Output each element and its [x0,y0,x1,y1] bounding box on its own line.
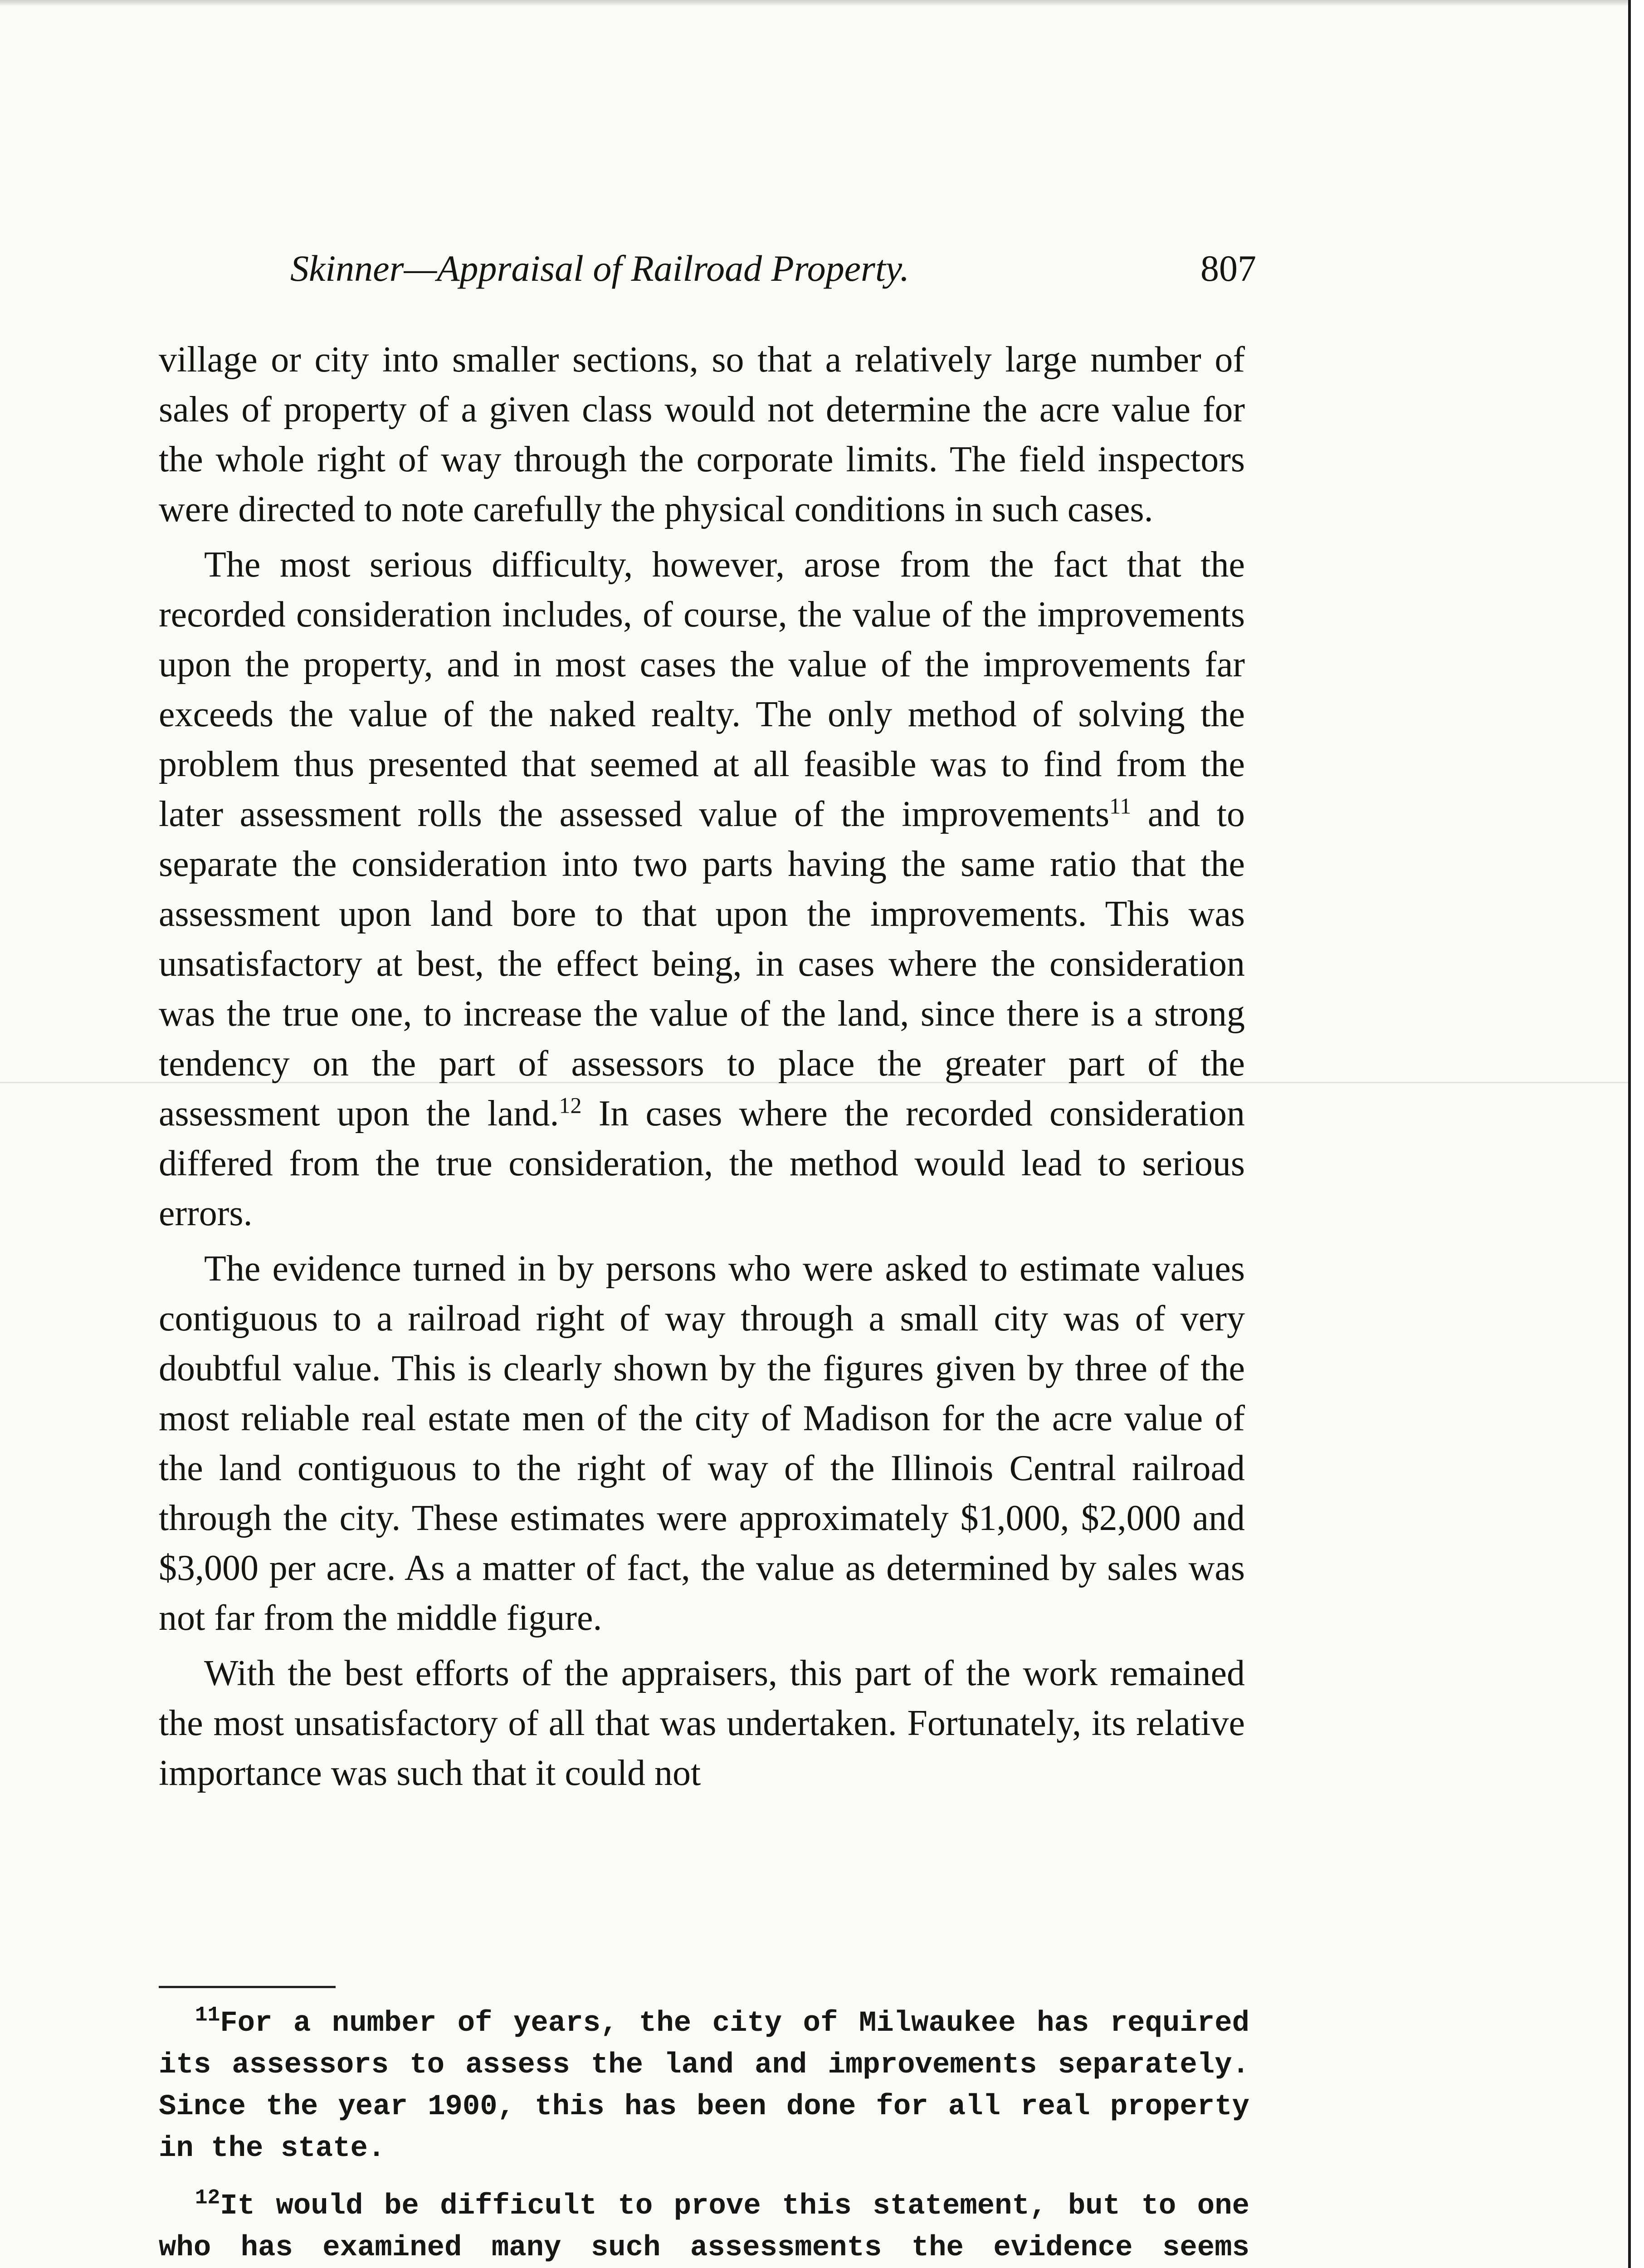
paragraph-2-part-1: The most serious difficulty, however, arose from the fact that the recorded consideration includes, of course, the value of the improvements upon the property, and in most cases the value of the improvements far exceeds the value of the naked realty. The only method of solving the problem thus presented that seemed at all feasible was to find from the later assessment rolls the assessed value of the improvements [159,545,1245,834]
footnote-number: 12 [195,2186,220,2210]
footnote-text: For a number of years, the city of Milwaukee has required its assessors to assess the land and improvements separately. Since the year 1900, this has been done for all real property in the state. [159,2007,1249,2165]
footnote-12 [159,2185,1249,2268]
body-text [159,335,1245,1804]
footnotes [159,2003,1249,2268]
paragraph-2-part-2: and to separate the consideration into two parts having the same ratio that the assessment upon land bore to that upon the improvements. This was unsatisfactory at best, the effect being, in cases where the consideration was the true one, to increase the value of the land, since there is a strong tendency on the part of assessors to place the greater part of the assessment upon the land. [159,794,1245,1134]
paragraph-1: village or city into smaller sections, so that a relatively large number of sales of property of a given class would not determine the acre value for the whole right of way through the corporate limits. The field inspectors were directed to note carefully the physical conditions in such cases. [159,340,1245,529]
footnote-number: 11 [195,2003,220,2027]
footnote-divider [159,1986,336,1988]
footnote-ref-12[interactable]: 12 [559,1092,582,1118]
footnote-ref-11[interactable]: 11 [1109,793,1132,819]
page-top-edge [0,0,1628,6]
page-number: 807 [1200,248,1256,289]
footnote-11 [159,2003,1249,2170]
running-head-title: Skinner—Appraisal of Railroad Property. [290,248,910,289]
paragraph-4: With the best efforts of the appraisers, this part of the work remained the most unsatisfactory of all that was undertaken. Fortunately, its relative importance was such that it could not [159,1653,1245,1793]
paragraph-3: The evidence turned in by persons who were asked to estimate values contiguous to a railroad right of way through a small city was of very doubtful value. This is clearly shown by the figures given by three of the most reliable real estate men of the city of Madison for the acre value of the land contiguous to the right of way of the Illinois Central railroad through the city. These estimates were approximately $1,000, $2,000 and $3,000 per acre. As a matter of fact, the value as determined by sales was not far from the middle figure. [159,1249,1245,1638]
footnote-text: It would be difficult to prove this statement, but to one who has examined many such assessments the evidence seems [159,2190,1249,2264]
paragraph-2-part-3: In cases where the recorded consideration differed from the true consideration, the method would lead to serious errors. [159,1094,1245,1233]
paragraph-2 [159,540,1245,1238]
running-head [290,247,1256,297]
